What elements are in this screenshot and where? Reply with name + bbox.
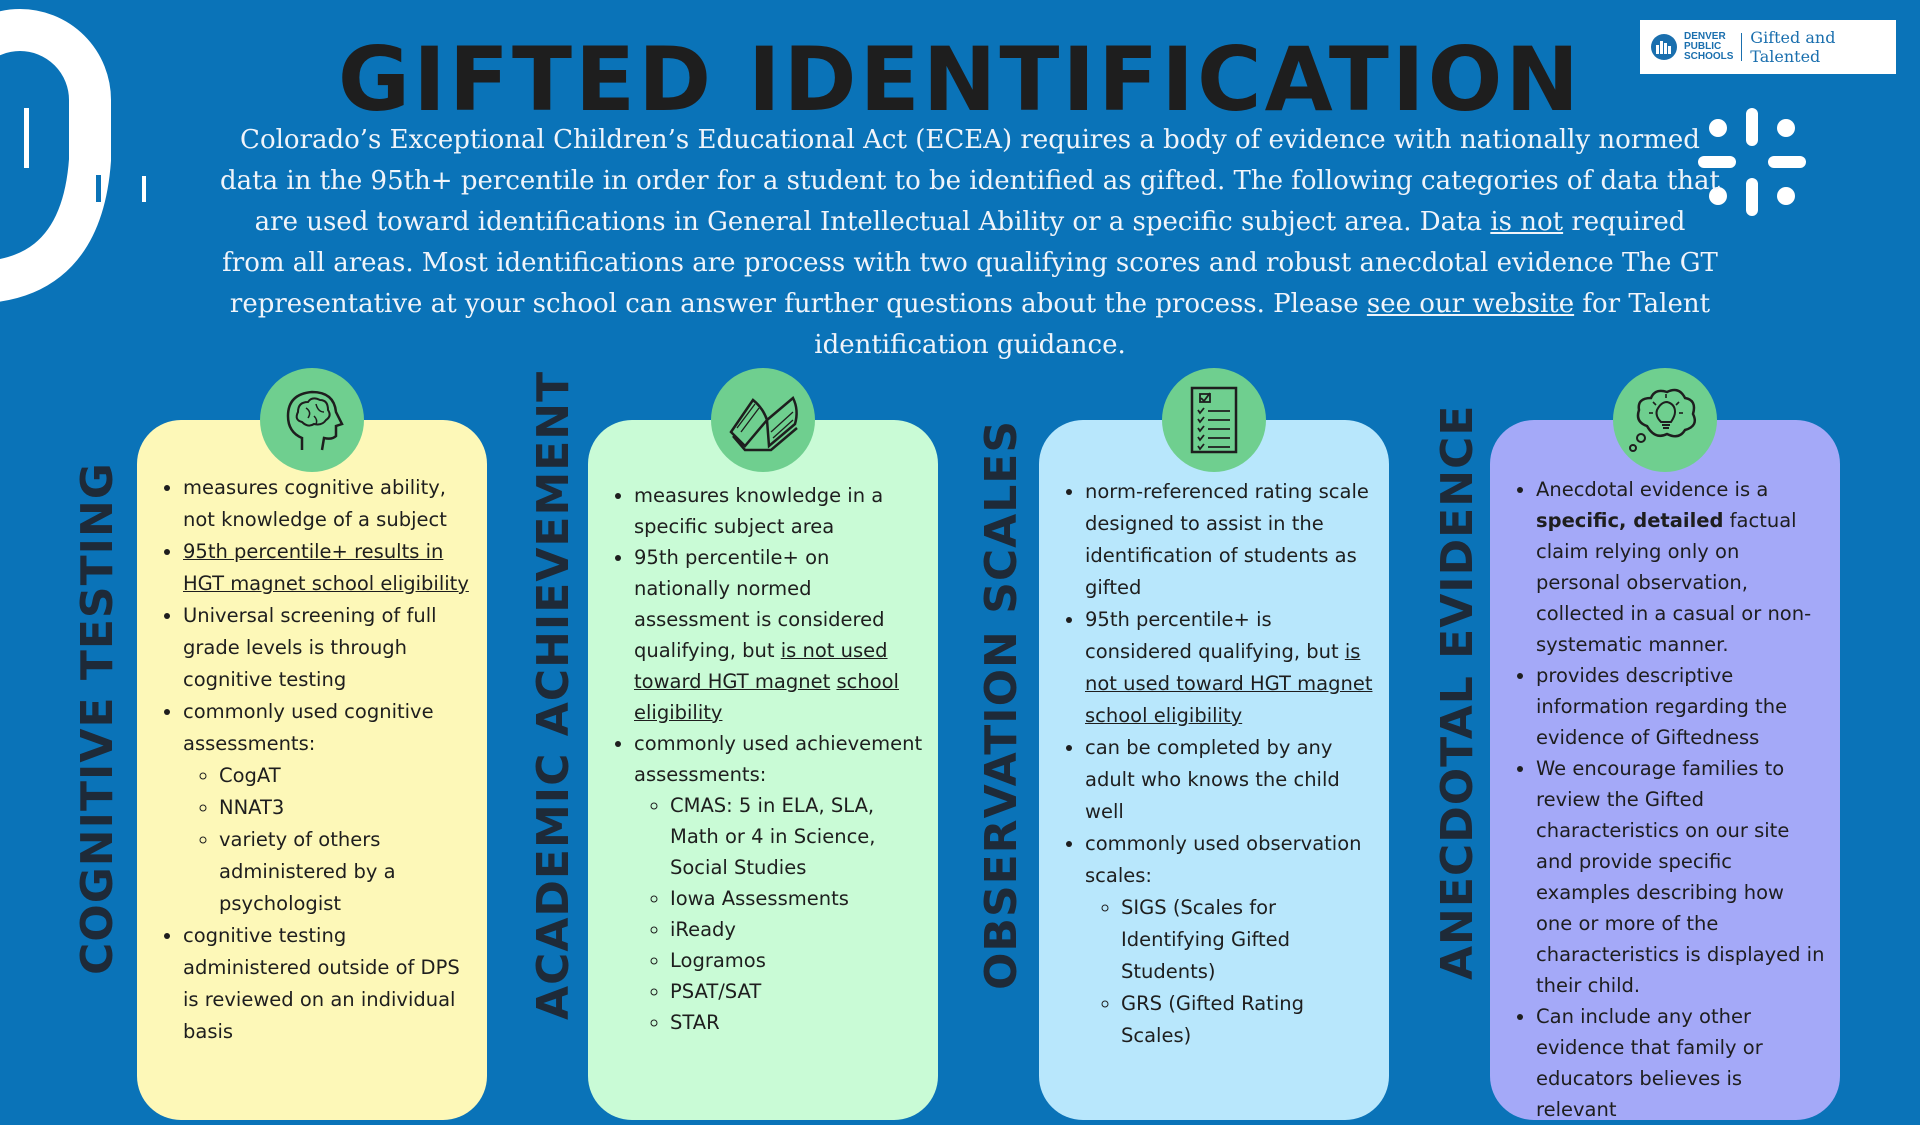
list-item-text: factual claim relying only on personal observation, collected in a casual or non-systematic manner. [1536, 509, 1812, 656]
anecdotal-list [1504, 474, 1826, 1125]
label-academic-achievement: ACADEMIC ACHIEVEMENT [528, 370, 579, 1020]
open-book-icon [711, 368, 815, 472]
sub-list [183, 760, 473, 920]
sub-list-item: ◦ CMAS: 5 in ELA, SLA, Math or 4 in Science, Social Studies [670, 790, 924, 883]
list-item-text: commonly used observation scales: [1085, 832, 1362, 887]
list-item-text: commonly used cognitive assessments: [183, 700, 434, 755]
list-item: • measures knowledge in a specific subject area [634, 480, 924, 542]
sub-list-item: ◦ PSAT/SAT [670, 976, 924, 1007]
list-item: • provides descriptive information regarding the evidence of Giftedness [1536, 660, 1826, 753]
sub-list-item: ◦ variety of others administered by a psychologist [219, 824, 473, 920]
list-item-text: commonly used achievement assessments: [634, 732, 923, 786]
school-eligibility-text: school eligibility [1085, 704, 1243, 727]
intro-text-1: Colorado’s Exceptional Children’s Educational Act (ECEA) requires a body of evidence with nationally normed data in the 95th+ percentile in order for a student to be identified as gifted. The following categories of data that are used toward identifications in General Intellectual Ability or a specific subject area. Data [220, 125, 1720, 237]
card-academic-achievement [588, 420, 938, 1120]
card-anecdotal-evidence [1490, 420, 1840, 1120]
specific-detailed-text: specific, detailed [1536, 509, 1724, 532]
cognitive-list [151, 472, 473, 1048]
list-item: • measures cognitive ability, not knowledge of a subject [183, 472, 473, 536]
sub-list-item: ◦ SIGS (Scales for Identifying Gifted Students) [1121, 892, 1375, 988]
checklist-icon [1162, 368, 1266, 472]
label-observation-scales: OBSERVATION SCALES [976, 419, 1027, 990]
list-item [1085, 604, 1375, 732]
list-item: • Can include any other evidence that family or educators believes is relevant [1536, 1001, 1826, 1125]
lightbulb-thought-glyph [1625, 380, 1705, 460]
intro-text-2: required from all areas. Most identifications are process with two qualifying scores and robust anecdotal evidence The GT representative at your school can answer further questions about the process. Please [222, 207, 1718, 319]
list-item: • Universal screening of full grade levels is through cognitive testing [183, 600, 473, 696]
observation-list [1053, 476, 1375, 1052]
list-item [634, 728, 924, 1038]
list-item [634, 542, 924, 728]
list-item-text: 95th percentile+ on nationally normed assessment is considered qualifying, but [634, 546, 885, 662]
school-eligibility-text: school eligibility [634, 670, 899, 724]
lightbulb-thought-icon [1613, 368, 1717, 472]
dps-logo-line3: SCHOOLS [1684, 51, 1734, 62]
head-brain-glyph [272, 380, 352, 460]
intro-paragraph [220, 120, 1720, 366]
list-item-text: 95th percentile+ is considered qualifying, but [1085, 608, 1345, 663]
list-item [1085, 828, 1375, 1052]
sub-list-item: ◦ CogAT [219, 760, 473, 792]
open-book-glyph [723, 380, 803, 460]
dps-logo-line1: DENVER [1684, 31, 1726, 42]
sub-list-item: ◦ Iowa Assessments [670, 883, 924, 914]
list-item: • We encourage families to review the Gifted characteristics on our site and provide specific examples describing how one or more of the characteristics is displayed in their child. [1536, 753, 1826, 1001]
not-used-text: is not used toward HGT magnet [1085, 640, 1373, 695]
sub-list-item: ◦ NNAT3 [219, 792, 473, 824]
head-brain-icon [260, 368, 364, 472]
label-anecdotal-evidence: ANECDOTAL EVIDENCE [1432, 404, 1483, 980]
sub-list-item: ◦ iReady [670, 914, 924, 945]
page-title: GIFTED IDENTIFICATION [337, 28, 1583, 131]
website-link[interactable]: see our website [1366, 289, 1575, 319]
sub-list-item: ◦ STAR [670, 1007, 924, 1038]
card-observation-scales [1039, 420, 1389, 1120]
card-cognitive-testing [137, 420, 487, 1120]
list-item: • can be completed by any adult who knows the child well [1085, 732, 1375, 828]
logo-program-name: Gifted and Talented [1750, 28, 1836, 66]
intro-text-3: for Talent identification guidance. [814, 289, 1711, 360]
dps-logo-line2: PUBLIC [1684, 41, 1722, 52]
list-item-text: Anecdotal evidence is a [1536, 478, 1769, 501]
sub-list [1085, 892, 1375, 1052]
list-item: • cognitive testing administered outside of DPS is reviewed on an individual basis [183, 920, 473, 1048]
list-item: • norm-referenced rating scale designed to assist in the identification of students as gifted [1085, 476, 1375, 604]
is-not-emphasis: is not [1490, 207, 1564, 237]
academic-list [602, 480, 924, 1038]
not-used-text: is not used toward HGT magnet [634, 639, 888, 693]
list-item [1536, 474, 1826, 660]
sub-list-item: ◦ GRS (Gifted Rating Scales) [1121, 988, 1375, 1052]
list-item [183, 696, 473, 920]
list-item [183, 536, 473, 600]
checklist-glyph [1174, 380, 1254, 460]
label-cognitive-testing: COGNITIVE TESTING [72, 462, 123, 975]
hgt-eligibility-text: 95th percentile+ results in HGT magnet school eligibility [183, 540, 469, 595]
sub-list [634, 790, 924, 1038]
sub-list-item: ◦ Logramos [670, 945, 924, 976]
